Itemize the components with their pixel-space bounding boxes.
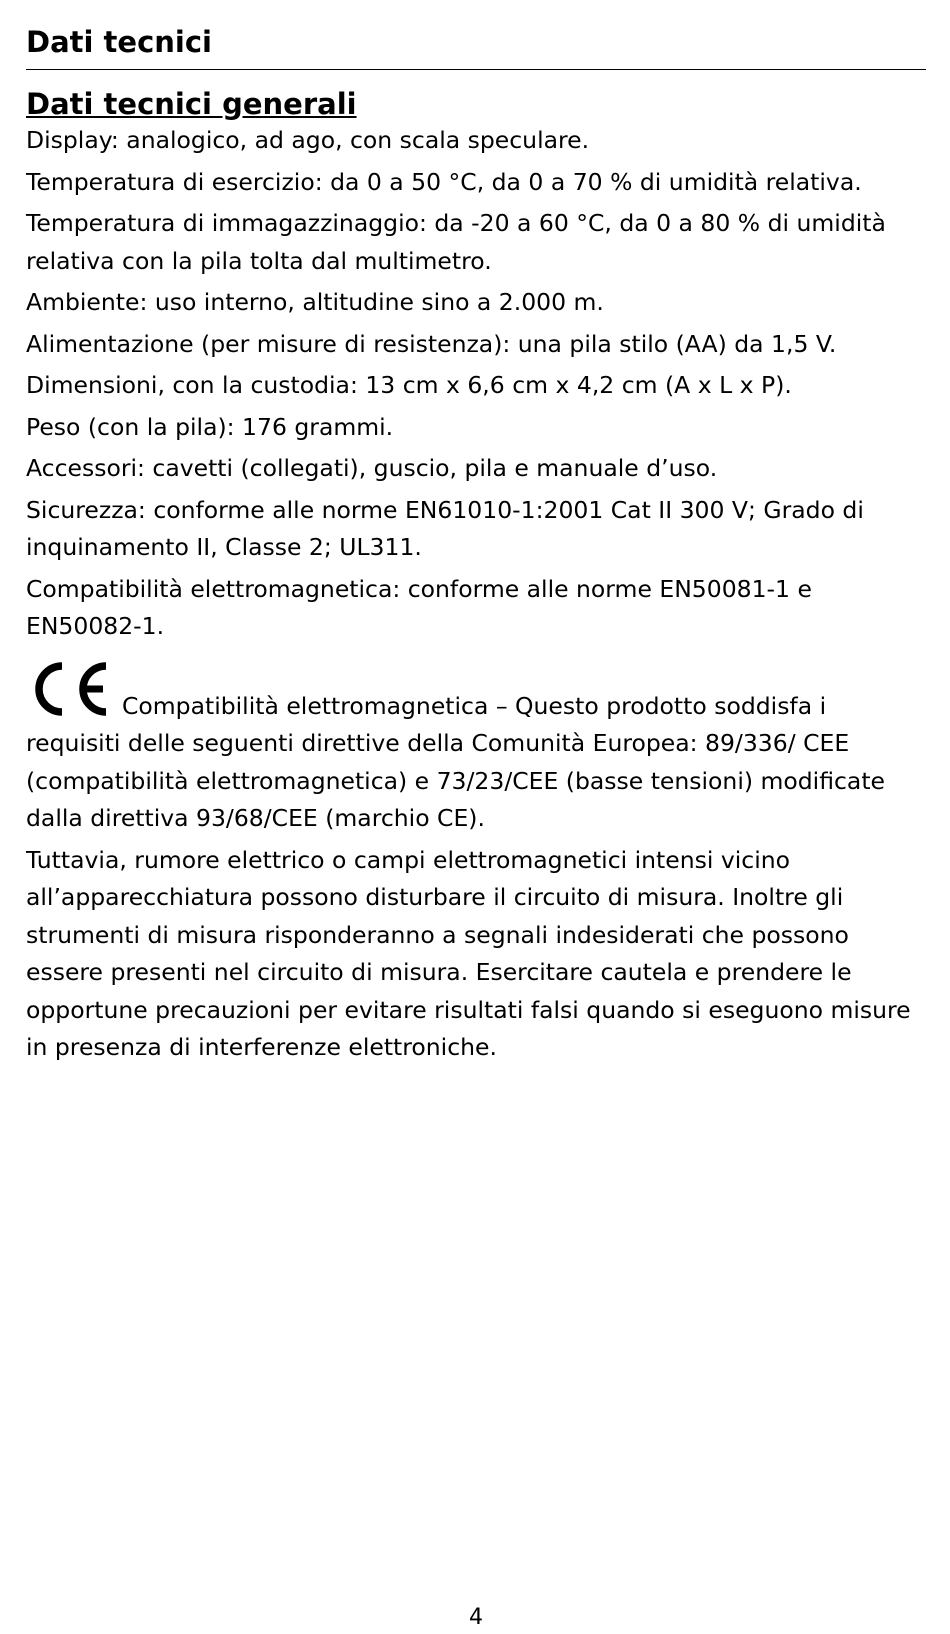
title-divider	[26, 69, 926, 70]
spec-accessories: Accessori: cavetti (collegati), guscio, pila e manuale d’uso.	[26, 454, 718, 482]
ce-mark-icon	[26, 660, 114, 718]
spec-environment: Ambiente: uso interno, altitudine sino a 2.000 m.	[26, 288, 604, 316]
spec-emc: Compatibilità elettromagnetica: conforme alle norme EN50081-1 e EN50082-1.	[26, 574, 812, 640]
specifications-body	[26, 122, 926, 1071]
ce-compliance-text: Compatibilità elettromagnetica – Questo prodotto soddisfa i requisiti delle seguenti direttive della Comunità Europea: 89/336/ CEE (compatibilità elettromagnetica) e 73/23/CEE (basse tensioni) modificate dalla direttiva 93/68/CEE (marchio CE).	[26, 691, 886, 832]
spec-dimensions: Dimensioni, con la custodia: 13 cm x 6,6 cm x 4,2 cm (A x L x P).	[26, 371, 792, 399]
spec-operating-temperature: Temperatura di esercizio: da 0 a 50 °C, da 0 a 70 % di umidità relativa.	[26, 167, 862, 196]
page-title: Dati tecnici	[26, 25, 212, 59]
ce-compliance-paragraph	[26, 660, 926, 838]
interference-note: Tuttavia, rumore elettrico o campi elettromagnetici intensi vicino all’apparecchiatura possono disturbare il circuito di misura. Inoltre gli strumenti di misura risponderanno a segnali indesiderati che possono essere presenti nel circuito di misura. Esercitare cautela e prendere le opportune precauzioni per evitare risultati falsi quando si eseguono misure in presenza di interferenze elettroniche.	[26, 845, 911, 1061]
section-title: Dati tecnici generali	[26, 87, 357, 121]
spec-safety: Sicurezza: conforme alle norme EN61010-1:2001 Cat II 300 V; Grado di inquinamento II, Classe 2; UL311.	[26, 495, 864, 561]
page-number: 4	[469, 1605, 483, 1630]
spec-weight: Peso (con la pila): 176 grammi.	[26, 412, 394, 441]
spec-power: Alimentazione (per misure di resistenza): una pila stilo (AA) da 1,5 V.	[26, 329, 837, 358]
spec-storage-temperature: Temperatura di immagazzinaggio: da -20 a 60 °C, da 0 a 80 % di umidità relativa con la pila tolta dal multimetro.	[26, 209, 886, 275]
spec-display: Display: analogico, ad ago, con scala speculare.	[26, 126, 590, 154]
